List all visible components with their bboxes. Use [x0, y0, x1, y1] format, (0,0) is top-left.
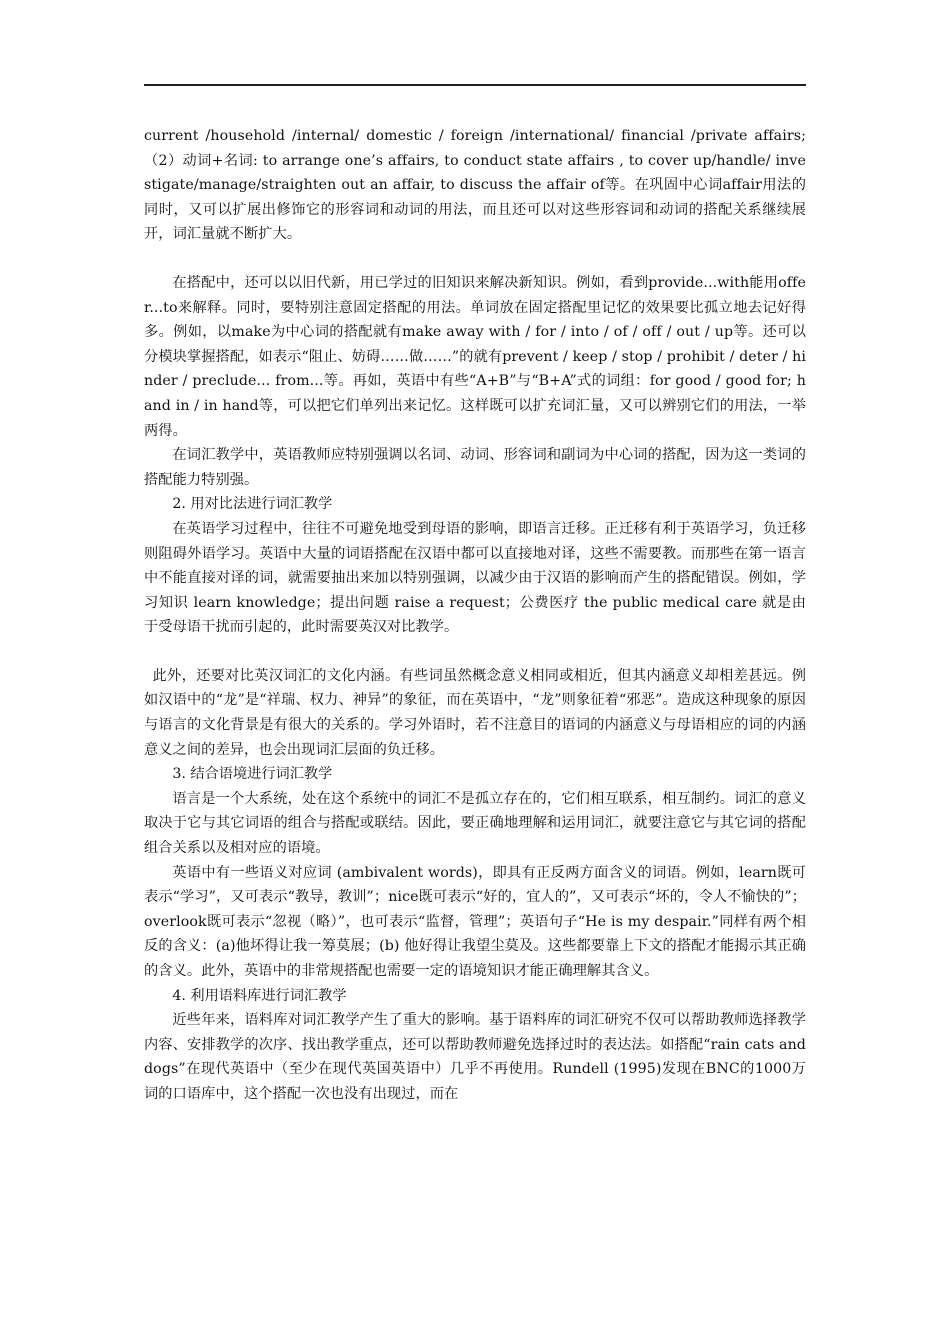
- paragraph-cultural-connotation: 此外，还要对比英汉词汇的文化内涵。有些词虽然概念意义相同或相近，但其内涵意义却相差甚远。例如汉语中的“龙”是“祥瑞、权力、神异”的象征，而在英语中，“龙”则象征着“邪恶”。造成这种现象的原因与语言的文化背景是有很大的关系的。学习外语时，若不注意目的语词的内涵意义与母语相应的词的内涵意义之间的差异，也会出现词汇层面的负迁移。: [144, 667, 806, 758]
- paragraph-ambivalent-words: 英语中有一些语义对应词 (ambivalent words)，即具有正反两方面含义的词语。例如，learn既可表示“学习”，又可表示“教导，教训”；nice既可表示“好的，宜人的”，又可表示“坏的，令人不愉快的”；overlook既可表示“忽视（略）”，也可表示“监督，管理”；英语句子“He is my despair.”同样有两个相反的含义：(a)他坏得让我一筹莫展；(b) 他好得让我望尘莫及。这些都要靠上下文的搭配才能揭示其正确的含义。此外，英语中的非常规搭配也需要一定的语境知识才能正确理解其含义。: [144, 864, 806, 979]
- paragraph-language-transfer: 在英语学习过程中，往往不可避免地受到母语的影响，即语言迁移。正迁移有利于英语学习，负迁移则阻碍外语学习。英语中大量的词语搭配在汉语中都可以直接地对译，这些不需要教。而那些在第一语言中不能直接对译的词，就需要抽出来加以特别强调，以减少由于汉语的影响而产生的搭配错误。例如，学习知识 learn knowledge；提出问题 raise a request；公费医疗 the public medical care 就是由于受母语干扰而引起的，此时需要英汉对比教学。: [144, 520, 806, 636]
- paragraph-corpus-impact: 近些年来，语料库对词汇教学产生了重大的影响。基于语料库的词汇研究不仅可以帮助教师选择教学内容、安排教学的次序、找出教学重点，还可以帮助教师避免选择过时的表达法。如搭配“rain cats and dogs”在现代英语中（至少在现代英国英语中）几乎不再使用。Rundell (1995)发现在BNC的1000万词的口语库中，这个搭配一次也没有出现过，而在: [144, 1012, 806, 1102]
- document-body: [144, 124, 806, 1107]
- section-heading-contrast: 2. 用对比法进行词汇教学: [172, 496, 333, 513]
- header-rule: [144, 84, 806, 86]
- paragraph-old-for-new: 在搭配中，还可以以旧代新，用已学过的旧知识来解决新知识。例如，看到provide...with能用offer...to来解释。同时，要特别注意固定搭配的用法。单词放在固定搭配里记忆的效果要比孤立地去记好得多。例如，以make为中心词的搭配就有make away with / for / into / of / off / out / up等。还可以分模块掌握搭配，如表示“阻止、妨碍……做……”的就有prevent / keep / stop / prohibit / deter / hinder / preclude... from...等。再如，英语中有些“A+B”与“B+A”式的词组：for good / good for; hand in / in hand等，可以把它们单列出来记忆。这样既可以扩充词汇量，又可以辨别它们的用法，一举两得。: [144, 274, 806, 439]
- paragraph-key-word-collocation: 在词汇教学中，英语教师应特别强调以名词、动词、形容词和副词为中心词的搭配，因为这一类词的搭配能力特别强。: [144, 447, 806, 488]
- paragraph-affair-collocations: current /household /internal/ domestic / foreign /international/ financial /private affairs;（2）动词+名词: to arrange one’s affairs, to conduct state affairs , to cover up/handle/ investigate/manage/straighten out an affair, to discuss the affair of等。在巩固中心词affair用法的同时，又可以扩展出修饰它的形容词和动词的用法，而且还可以对这些形容词和动词的搭配关系继续展开，词汇量就不断扩大。: [144, 128, 806, 243]
- section-heading-corpus: 4. 利用语料库进行词汇教学: [172, 987, 347, 1004]
- paragraph-language-system: 语言是一个大系统，处在这个系统中的词汇不是孤立存在的，它们相互联系，相互制约。词汇的意义取决于它与其它词语的组合与搭配或联结。因此，要正确地理解和运用词汇，就要注意它与其它词的搭配组合关系以及相对应的语境。: [144, 790, 806, 857]
- section-heading-context: 3. 结合语境进行词汇教学: [172, 766, 333, 783]
